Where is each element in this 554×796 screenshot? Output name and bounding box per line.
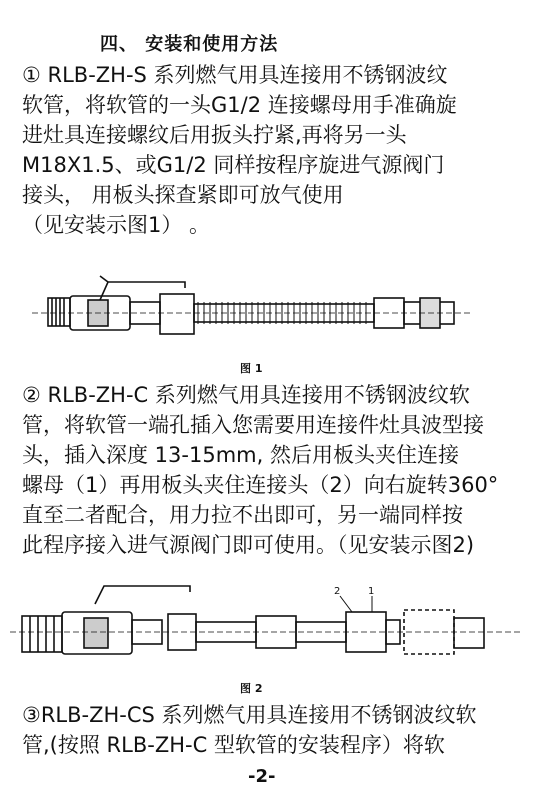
section-3-text xyxy=(22,700,542,760)
installation-diagram-2 xyxy=(0,574,554,678)
section-2-line: 此程序接入进气源阀门即可使用。（见安装示图2) xyxy=(22,533,475,557)
section-1-line: 进灶具连接螺纹后用扳头拧紧,再将另一头 xyxy=(22,123,407,147)
section-2-line: 螺母（1）再用板头夹住连接头（2）向右旋转360° xyxy=(22,473,499,497)
section-2-line: ② RLB-ZH-C 系列燃气用具连接用不锈钢波纹软 xyxy=(22,383,470,407)
section-2-line: 直至二者配合，用力拉不出即可，另一端同样按 xyxy=(22,503,463,527)
section-3-line: ③RLB-ZH-CS 系列燃气用具连接用不锈钢波纹软 xyxy=(22,703,477,727)
figure-2-caption: 图 2 xyxy=(240,682,263,695)
figure-1-caption: 图 1 xyxy=(240,362,263,375)
section-1-line: 接头， 用板头探查紧即可放气使用 xyxy=(22,183,344,207)
section-2-line: 管，将软管一端孔插入您需要用连接件灶具波型接 xyxy=(22,413,484,437)
installation-diagram-1 xyxy=(0,258,554,358)
section-2-text xyxy=(22,380,542,560)
section-2-line: 头，插入深度 13-15mm, 然后用板头夹住连接 xyxy=(22,443,459,467)
section-1-line: M18X1.5、或G1/2 同样按程序旋进气源阀门 xyxy=(22,153,445,177)
part-label-1: 1 xyxy=(368,586,375,597)
section-3-line: 管,(按照 RLB-ZH-C 型软管的安装程序）将软 xyxy=(22,733,445,757)
section-1-line: ① RLB-ZH-S 系列燃气用具连接用不锈钢波纹 xyxy=(22,63,448,87)
section-heading: 四、 安装和使用方法 xyxy=(100,34,279,55)
part-label-2: 2 xyxy=(334,586,341,597)
page-number: -2- xyxy=(248,766,276,787)
section-1-text xyxy=(22,60,542,240)
section-1-line: 软管，将软管的一头G1/2 连接螺母用手准确旋 xyxy=(22,93,457,117)
section-1-line: （见安装示图1） 。 xyxy=(22,213,211,237)
